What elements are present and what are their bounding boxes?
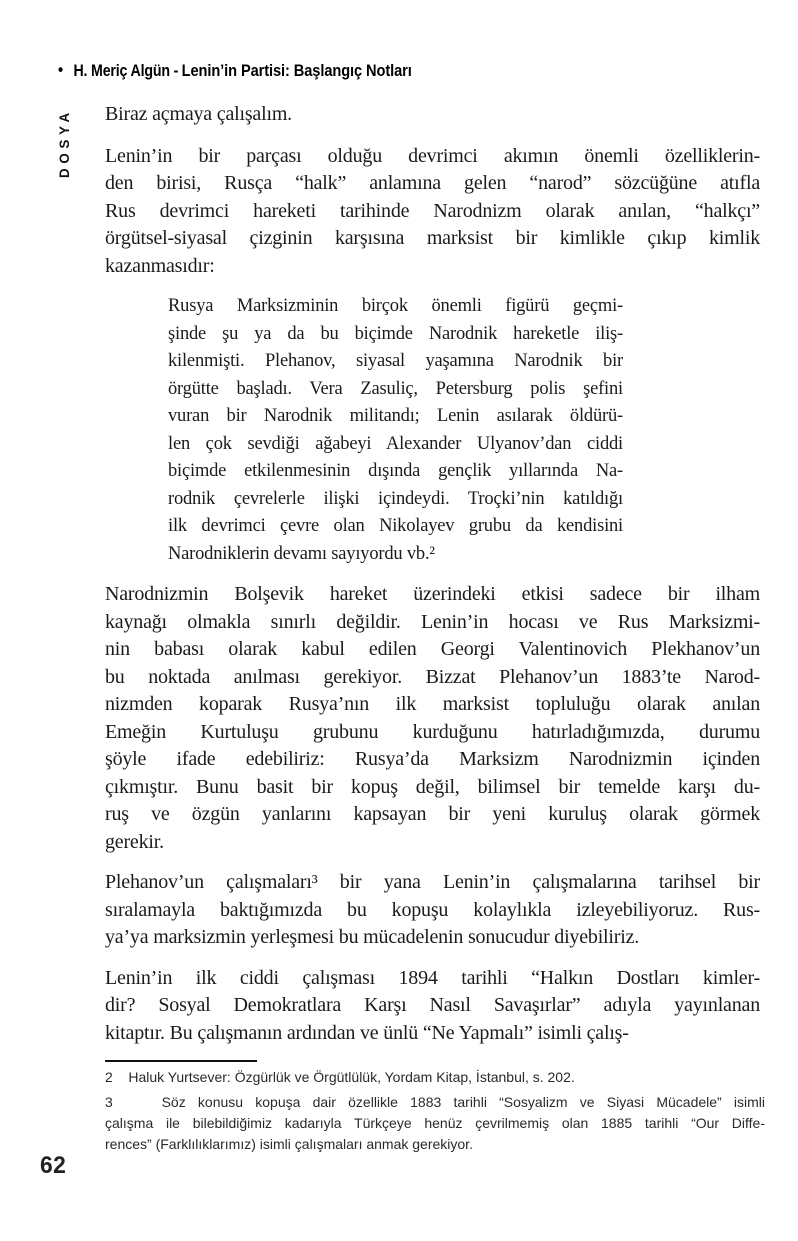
footnote-separator bbox=[105, 1060, 257, 1062]
paragraph-narodnizm: Lenin’in bir parçası olduğu devrimci akımın önemli özelliklerin- den birisi, Rusça “halk” anlamına gelen “narod” sözcüğüne atıfla Rus devrimci hareketi tarihinde Narodnizm olarak anılan, “halkçı” örgütsel-siyasal çizginin karşısına marksist bir kimlikle çıkıp kimlik kazanmasıdır: bbox=[105, 144, 760, 277]
paragraph-ilk-calisma: Lenin’in ilk ciddi çalışması 1894 tarihli “Halkın Dostları kimler- dir? Sosyal Demokratlara Karşı Nasıl Savaşırlar” adıyla yayınlanan kitaptır. Bu çalışmanın ardından ve ünlü “Ne Yapmalı” isimli çalış- bbox=[105, 966, 760, 1044]
page-number: 62 bbox=[40, 1152, 67, 1179]
header-title: Lenin’in Partisi: Başlangıç Notları bbox=[181, 61, 412, 80]
paragraph-calismalar: Plehanov’un çalışmaları³ bir yana Lenin’in çalışmalarına tarihsel bir sıralamayla baktığımızda bu kopuşu kolaylıkla izleyebiliyoruz. Rus- ya’ya marksizmin yerleşmesi bu mücadelenin sonucudur diyebiliriz. bbox=[105, 871, 760, 948]
text-column bbox=[105, 101, 765, 1159]
header-author: H. Meriç Algün - bbox=[73, 62, 179, 80]
bullet-icon: • bbox=[58, 60, 64, 79]
blockquote-narodnik: Rusya Marksizminin birçok önemli figürü geçmi- şinde şu ya da bu biçimde Narodnik hareketle iliş- kilenmişti. Plehanov, siyasal yaşamına Narodnik bir örgütte başladı. Vera Zasuliç, Petersburg polis şefini vuran bir Narodnik militandı; Lenin asılarak öldürü- len çok sevdiği ağabeyi Alexander Ulyanov’dan ciddi biçimde etkilenmesinin dışında gençlik yıllarında Na- rodnik çevrelerle ilişki içindeydi. Troçki’nin katıldığı ilk devrimci çevre olan Nikolayev grubu da kendisini Narodniklerin devamı sayıyordu vb.² bbox=[168, 296, 623, 564]
paragraph-plekhanov: Narodnizmin Bolşevik hareket üzerindeki etkisi sadece bir ilham kaynağı olmakla sınırlı değildir. Lenin’in hocası ve Rus Marksizmi- nin babası olarak kabul edilen Georgi Valentinovich Plekhanov’un bu noktada anılması gerekiyor. Bizzat Plehanov’un 1883’te Narod- nizmden koparak Rusya’nın ilk marksist topluluğu olarak anılan Emeğin Kurtuluşu grubunu kurduğunu hatırladığımızda, durumu şöyle ifade edebiliriz: Rusya’da Marksizm Narodnizmin içinden çıkmıştır. Bunu basit bir kopuş değil, bilimsel bir temelde karşı du- ruş ve özgün yanlarını kapsayan bir yeni kuruluş olarak görmek gerekir. bbox=[105, 583, 760, 853]
footnote-2: 2 Haluk Yurtsever: Özgürlük ve Örgütlülük, Yordam Kitap, İstanbul, s. 202. bbox=[105, 1069, 575, 1085]
footnote-3: 3 Söz konusu kopuşa dair özellikle 1883 tarihli “Sosyalizm ve Siyasi Mücadele” isimli çalışma ile bilebildiğimiz kadarıyla Türkçeye henüz çevrilmemiş olan 1885 tarihli “Our Diffe- rences” (Farklılıklarımız) isimli çalışmaları anmak gerekiyor. bbox=[105, 1094, 765, 1152]
running-header bbox=[58, 60, 412, 81]
section-label-dosya: DOSYA bbox=[56, 108, 72, 178]
paragraph-intro: Biraz açmaya çalışalım. bbox=[105, 103, 292, 125]
footnotes-block bbox=[105, 1060, 765, 1155]
